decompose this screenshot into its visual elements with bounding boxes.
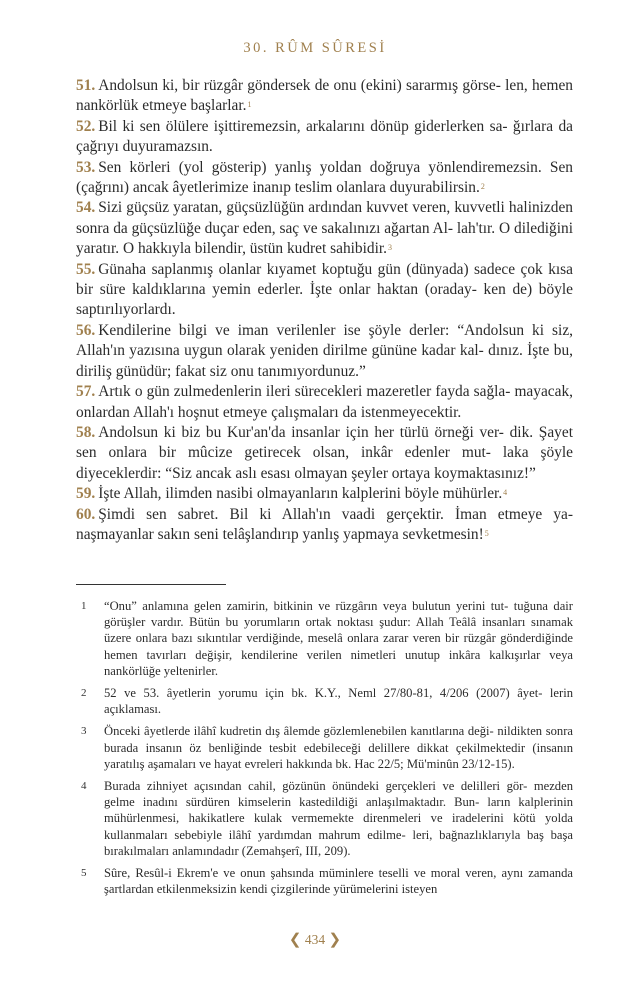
verse-text: Şimdi sen sabret. Bil ki Allah'ın vaadi gerçektir. İman etmeye ya- naşmayanlar sakın seni telâşlandırıp yanlış yapmaya sevketmesin! [76, 505, 573, 543]
verse-57 [76, 382, 573, 423]
verse-text: Andolsun ki biz bu Kur'an'da insanlar için her türlü örneği ver- dik. Şayet sen onlara bir mûcize getirecek olsan, inkâr edenler mut- laka şöyle diyeceklerdir: “Siz ancak aslı esası olmayan şeyler ortaya koymaktasınız!” [76, 423, 573, 482]
verse-text: Artık o gün zulmedenlerin ileri sürecekleri mazeretler fayda sağla- mayacak, onlardan Allah'ı hoşnut etmeye çalışmaları da istenmeyecektir. [76, 383, 573, 421]
footnote-number: 5 [81, 867, 87, 880]
verse-list [76, 76, 573, 545]
verse-55 [76, 260, 573, 321]
footnote-number: 1 [81, 600, 87, 612]
footnote-ref[interactable]: 5 [484, 528, 489, 538]
verse-58 [76, 423, 573, 484]
verse-59 [76, 484, 573, 504]
footnote-text: “Onu” anlamına gelen zamirin, bitkinin ve rüzgârın veya bulutun yerini tut- tuğuna dair görüşler vardır. Bütün bu yorumların ortak noktası şudur: Allah Teâlâ insanları sınamak üzere onlara bazı sıkıntılar verdiğinde, meselâ onlara zarar veren bir rüzgâr gönderdiğinde hemen tavırları değişir, kendilerine verilen nimetleri unutup inkâra kalkışırlar veya nankörlüğe yeltenirler. [104, 599, 573, 678]
verse-60 [76, 505, 573, 546]
footnote-text: 52 ve 53. âyetlerin yorumu için bk. K.Y., Neml 27/80-81, 4/206 (2007) âyet- lerin açıklaması. [104, 686, 573, 717]
footnote-text: Sûre, Resûl-i Ekrem'e ve onun şahsında müminlere teselli ve moral veren, aynı zamanda şartlardan etkilenmeksizin kendi çizgilerinde yürümelerini isteyen [104, 866, 573, 897]
verse-text: Sen körleri (yol gösterip) yanlış yoldan doğruya yönlendiremezsin. Sen (çağrını) ancak âyetlerimize inanıp teslim olanlara duyurabilirsin. [76, 158, 573, 197]
verse-text: Günaha saplanmış olanlar kıyamet koptuğu gün (dünyada) sadece çok kısa bir süre kaldıklarına yemin ederler. İşte onlar haktan (oraday- ken de) böyle saptırılıyorlardı. [76, 260, 573, 319]
footnote-text: Burada zihniyet açısından cahil, gözünün önündeki gerçekleri ve delilleri gör- mezden gelme inadını sürdüren kimselerin kastedildiği anlaşılmaktadır. Bun- ların kalplerinin mühürlenmesi, hakikatlere kulak vermemekte direnmeleri ve iradelerini kötü yolda kullanmaları sebebiyle ilâhî yardımdan mahrum edilme- leri, bağnazlıklarıyla baş başa bırakılmaları anlamındadır (Zemahşerî, III, 209). [104, 779, 573, 858]
footnote-3 [76, 723, 573, 772]
footnote-text: Önceki âyetlerde ilâhî kudretin dış âlemde gözlemlenebilen kanıtlarına deği- nildikten sonra burada insanın öz benliğinde tesbit edebileceği delillere dikkat çekilmektedir (insanın yaratılış aşamaları ve hayat evreleri hakkında bk. Hac 22/5; Mü'minûn 23/12-15). [104, 724, 573, 771]
verse-text: Andolsun ki, bir rüzgâr göndersek de onu (ekini) sararmış görse- len, hemen nankörlük etmeye başlarlar. [76, 77, 573, 115]
footnote-number: 4 [81, 780, 87, 793]
page-footer [0, 930, 630, 949]
footnote-4 [76, 778, 573, 859]
verse-54 [76, 198, 573, 259]
footnote-ref[interactable]: 2 [480, 182, 485, 192]
footnote-ref[interactable]: 3 [387, 243, 392, 253]
verse-51 [76, 76, 573, 117]
footnote-list [76, 598, 573, 903]
verse-number: 52. [76, 117, 96, 135]
footnote-divider [76, 584, 226, 585]
verse-number: 56. [76, 321, 96, 339]
footnote-ref[interactable]: 4 [503, 488, 508, 498]
footnote-1 [76, 598, 573, 679]
verse-number: 53. [76, 158, 96, 176]
page-number: 434 [304, 932, 326, 947]
left-ornament-icon: ❮ [288, 932, 302, 948]
verse-text: Kendilerine bilgi ve iman verilenler ise şöyle derler: “Andolsun ki siz, Allah'ın yazısına uygun olarak yeniden dirilme gününe kadar kal- dınız. İşte bu, diriliş günüdür; fakat siz onu tanımıyordunuz.” [76, 321, 573, 380]
verse-53 [76, 158, 573, 199]
right-ornament-icon: ❯ [328, 932, 342, 948]
verse-number: 54. [76, 199, 96, 217]
footnote-ref[interactable]: 1 [247, 100, 252, 110]
verse-text: Bil ki sen ölülere işittiremezsin, arkalarını dönüp giderlerken sa- ğırlara da çağrıyı duyuramazsın. [76, 117, 573, 156]
verse-text: İşte Allah, ilimden nasibi olmayanların kalplerini böyle mühürler. [98, 485, 503, 503]
verse-number: 58. [76, 423, 96, 441]
footnote-2 [76, 685, 573, 717]
verse-number: 55. [76, 260, 96, 278]
verse-52 [76, 117, 573, 158]
verse-number: 60. [76, 505, 96, 523]
verse-number: 51. [76, 77, 96, 94]
verse-number: 57. [76, 383, 96, 401]
page-header: 30. RÛM SÛRESİ [243, 40, 387, 56]
footnote-number: 3 [81, 725, 87, 738]
verse-number: 59. [76, 485, 96, 503]
footnote-number: 2 [81, 687, 87, 700]
verse-text: Sizi güçsüz yaratan, güçsüzlüğün ardından kuvvet veren, kuvvetli halinizden sonra da güçsüzlüğe duçar eden, saç ve sakalınızı ağartan Al- lah'tır. O dilediğini yaratır. O hakkıyla bilendir, üstün kudret sahibidir. [76, 199, 573, 258]
footnote-5 [76, 865, 573, 897]
verse-56 [76, 321, 573, 382]
